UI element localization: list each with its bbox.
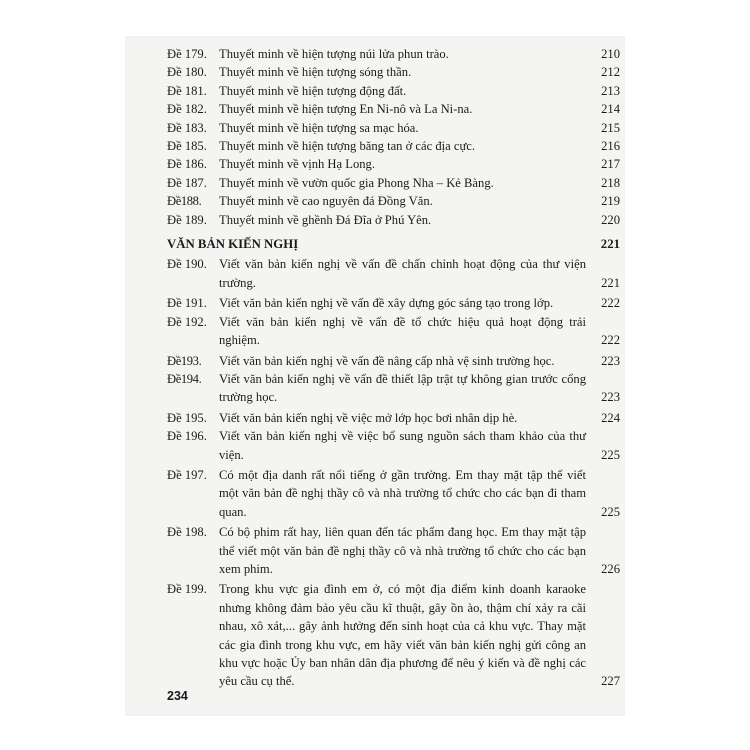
entry-number: Đề 197.: [167, 467, 207, 482]
entry-page-number: 218: [601, 175, 620, 190]
toc-entry: [167, 174, 620, 192]
toc-entry: [167, 370, 620, 407]
entry-number: Đề 190.: [167, 257, 207, 272]
entry-title: Thuyết minh về cao nguyên đá Đồng Văn.: [219, 194, 433, 209]
toc-entry: [167, 82, 620, 100]
entry-number: Đề 179.: [167, 47, 207, 61]
toc-entry: [167, 523, 620, 578]
entry-title: Thuyết minh về hiện tượng băng tan ở các địa cực.: [219, 139, 476, 154]
entry-page-number: 212: [601, 65, 620, 80]
entry-title: Có một địa danh rất nổi tiếng ở gần trường. Em thay mặt tập thể viết một văn bản đề nghị thầy cô và nhà trường tổ chức cho các bạn đi tham quan.: [219, 467, 586, 519]
toc-entry: [167, 313, 620, 350]
entry-number: Đề193.: [167, 353, 202, 368]
entry-title: Viết văn bản kiến nghị về việc bổ sung nguồn sách tham khảo của thư viện.: [219, 429, 586, 462]
toc-entry: [167, 352, 620, 370]
entry-number: Đề194.: [167, 371, 202, 386]
entry-page-number: 224: [601, 410, 620, 425]
entry-page-number: 216: [601, 139, 620, 154]
entry-page-number: 222: [601, 333, 620, 348]
toc-entry: [167, 192, 620, 210]
toc-entry: [167, 466, 620, 521]
toc-list-bottom: [167, 255, 620, 690]
entry-page-number: 226: [601, 561, 620, 576]
entry-number: Đề 181.: [167, 83, 207, 98]
entry-title: Thuyết minh về vịnh Hạ Long.: [219, 157, 375, 172]
section-title: VĂN BẢN KIẾN NGHỊ: [167, 237, 299, 252]
table-of-contents: [167, 45, 620, 693]
toc-entry: [167, 409, 620, 427]
entry-page-number: 223: [601, 390, 620, 405]
section-heading: [167, 235, 620, 253]
entry-title: Thuyết minh về hiện tượng động đất.: [219, 83, 407, 98]
entry-title: Viết văn bản kiến nghị về vấn đề xây dựng góc sáng tạo trong lớp.: [219, 296, 554, 311]
entry-page-number: 227: [601, 674, 620, 689]
entry-page-number: 215: [601, 120, 620, 135]
toc-list-top: [167, 45, 620, 229]
toc-entry: [167, 294, 620, 312]
entry-number: Đề 189.: [167, 212, 207, 227]
entry-number: Đề 180.: [167, 65, 207, 80]
entry-page-number: 219: [601, 194, 620, 209]
toc-entry: [167, 211, 620, 229]
entry-number: Đề 191.: [167, 296, 207, 311]
entry-title: Thuyết minh về hiện tượng En Ni-nô và La Ni-na.: [219, 102, 473, 117]
entry-number: Đề 186.: [167, 157, 207, 172]
entry-number: Đề 198.: [167, 525, 207, 540]
entry-title: Viết văn bản kiến nghị về vấn đề nâng cấp nhà vệ sinh trường học.: [219, 353, 555, 368]
entry-page-number: 220: [601, 212, 620, 227]
entry-number: Đề 195.: [167, 410, 207, 425]
entry-title: Thuyết minh về hiện tượng núi lửa phun trào.: [219, 47, 449, 61]
entry-page-number: 214: [601, 102, 620, 117]
entry-number: Đề 199.: [167, 582, 207, 597]
entry-page-number: 217: [601, 157, 620, 172]
entry-page-number: 213: [601, 83, 620, 98]
entry-number: Đề 196.: [167, 429, 207, 444]
toc-entry: [167, 45, 620, 63]
entry-page-number: 221: [601, 275, 620, 290]
entry-title: Viết văn bản kiến nghị về vấn đề thiết lập trật tự không gian trước cổng trường học.: [219, 371, 586, 405]
entry-number: Đề 183.: [167, 120, 207, 135]
entry-title: Viết văn bản kiến nghị về việc mở lớp học bơi nhân dịp hè.: [219, 410, 518, 425]
toc-entry: [167, 580, 620, 690]
entry-title: Thuyết minh về ghềnh Đá Đĩa ở Phú Yên.: [219, 212, 432, 227]
toc-entry: [167, 255, 620, 292]
entry-number: Đề 187.: [167, 175, 207, 190]
entry-title: Thuyết minh về hiện tượng sóng thần.: [219, 65, 412, 80]
entry-title: Viết văn bản kiến nghị về vấn đề chấn chỉnh hoạt động của thư viện trường.: [219, 257, 586, 290]
entry-number: Đề 185.: [167, 139, 207, 154]
entry-page-number: 223: [601, 353, 620, 368]
entry-number: Đề 182.: [167, 102, 207, 117]
entry-title: Thuyết minh về vườn quốc gia Phong Nha – Kẻ Bàng.: [219, 175, 494, 190]
entry-page-number: 225: [601, 447, 620, 462]
entry-title: Có bộ phim rất hay, liên quan đến tác phẩm đang học. Em thay mặt tập thể viết một văn bản đề nghị thầy cô và nhà trường tổ chức cho các bạn xem phim.: [219, 525, 586, 576]
toc-entry: [167, 155, 620, 173]
toc-entry: [167, 63, 620, 81]
entry-page-number: 210: [601, 47, 620, 61]
toc-entry: [167, 427, 620, 464]
entry-page-number: 222: [601, 296, 620, 311]
toc-entry: [167, 137, 620, 155]
toc-entry: [167, 119, 620, 137]
page-number: 234: [167, 689, 188, 703]
entry-number: Đề 192.: [167, 314, 207, 329]
entry-title: Thuyết minh về hiện tượng sa mạc hóa.: [219, 120, 419, 135]
entry-title: Trong khu vực gia đình em ở, có một địa điểm kinh doanh karaoke nhưng không đảm bảo yêu cầu kĩ thuật, gây ồn ào, thậm chí xảy ra cãi nhau, xô xát,... gây ảnh hưởng đến sinh hoạt của cả khu vực. Thay mặt các gia đình trong khu vực, em hãy viết văn bản kiến nghị gửi công an khu vực hoặc Ủy ban nhân dân địa phương để nêu ý kiến và đề nghị các yêu cầu cụ thể.: [219, 582, 586, 689]
entry-number: Đề188.: [167, 194, 202, 209]
entry-title: Viết văn bản kiến nghị về vấn đề tổ chức hiệu quả hoạt động trải nghiệm.: [219, 314, 586, 348]
toc-entry: [167, 100, 620, 118]
entry-page-number: 225: [601, 504, 620, 519]
section-page-number: 221: [600, 237, 620, 252]
